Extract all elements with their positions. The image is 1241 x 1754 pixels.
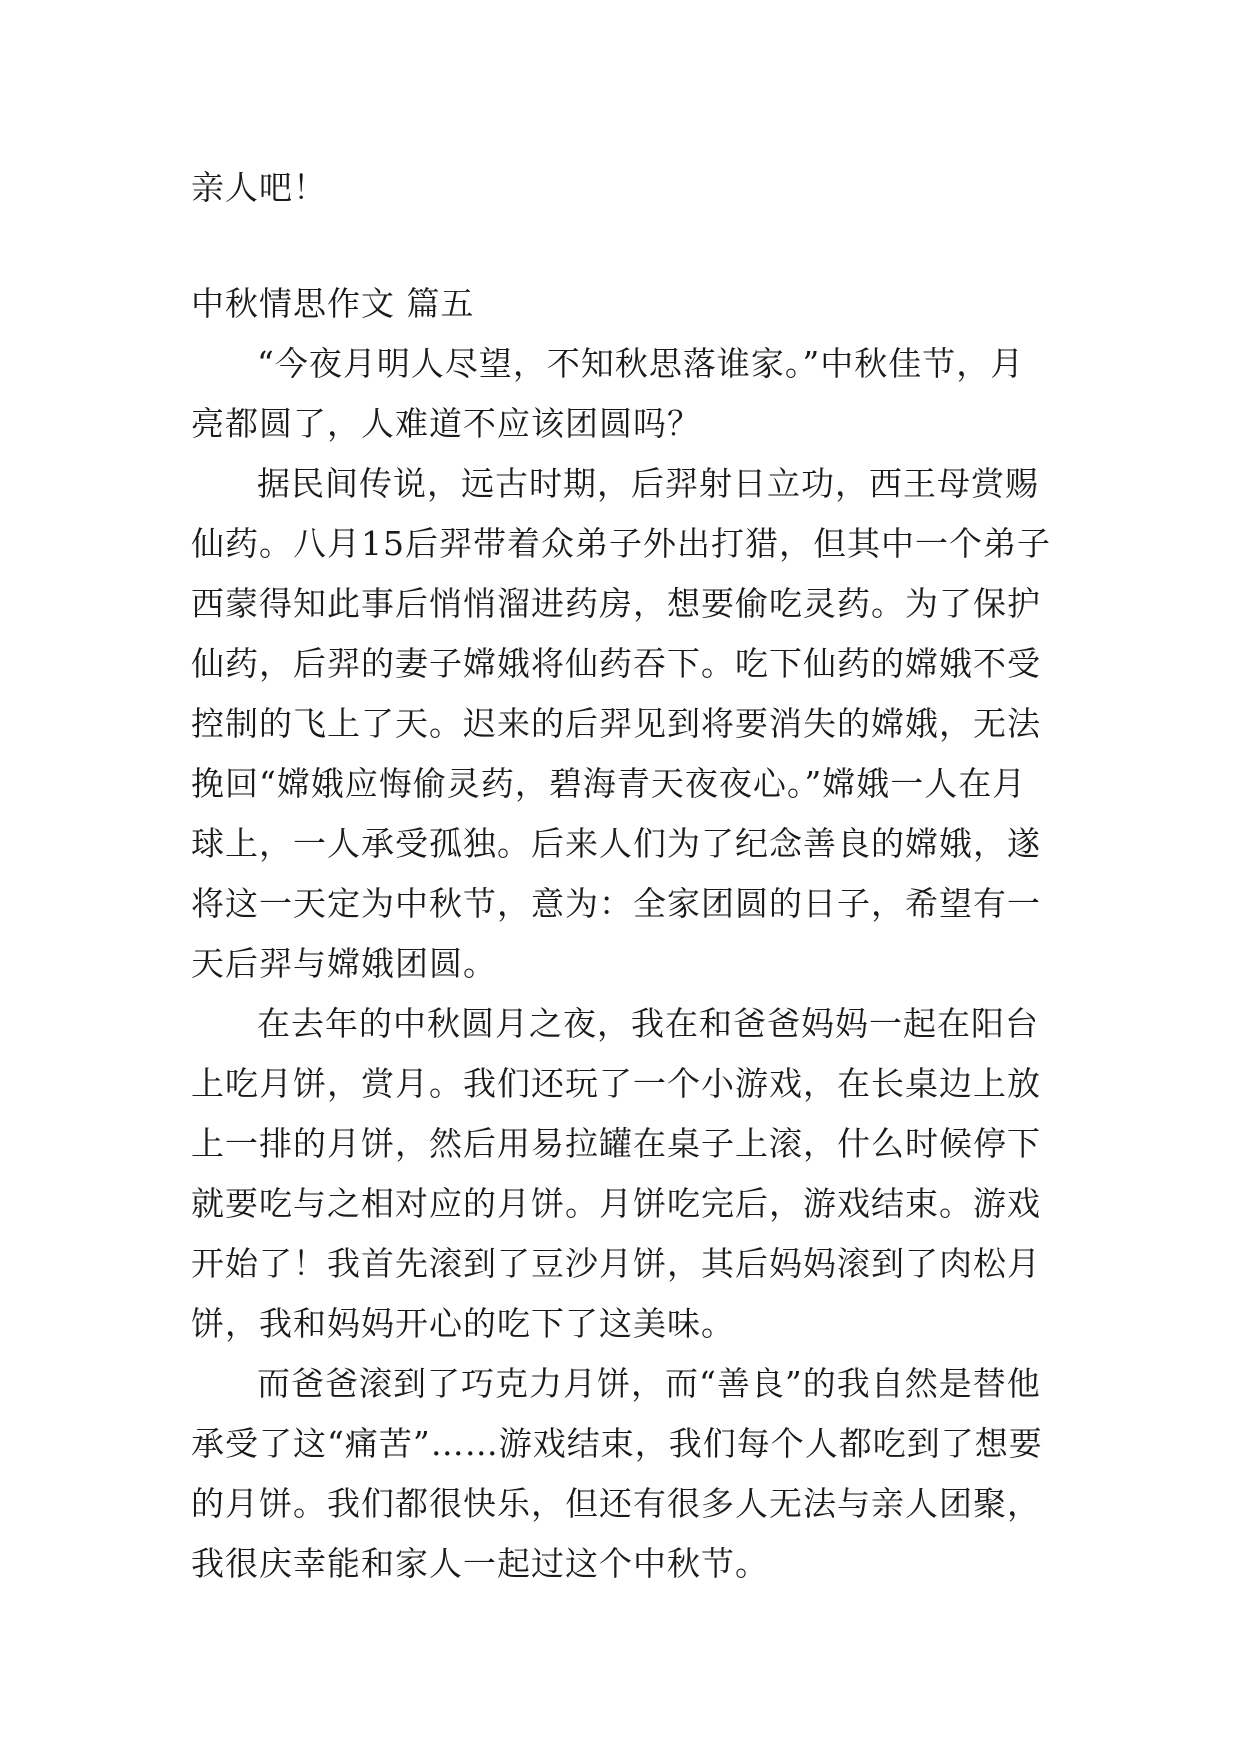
essay-body [191,334,1053,1594]
paragraph: 据民间传说，远古时期，后羿射日立功，西王母赏赐仙药。八月15后羿带着众弟子外出打猎，但其中一个弟子西蒙得知此事后悄悄溜进药房，想要偷吃灵药。为了保护仙药，后羿的妻子嫦娥将仙药吞下。吃下仙药的嫦娥不受控制的飞上了天。迟来的后羿见到将要消失的嫦娥，无法挽回“嫦娥应悔偷灵药，碧海青天夜夜心。”嫦娥一人在月球上，一人承受孤独。后来人们为了纪念善良的嫦娥，遂将这一天定为中秋节，意为：全家团圆的日子，希望有一天后羿与嫦娥团圆。 [191,464,1051,983]
section-heading: 中秋情思作文 篇五 [191,284,475,323]
paragraph: 而爸爸滚到了巧克力月饼，而“善良”的我自然是替他承受了这“痛苦”……游戏结束，我们每个人都吃到了想要的月饼。我们都很快乐，但还有很多人无法与亲人团聚，我很庆幸能和家人一起过这个中秋节。 [191,1364,1043,1583]
continued-text-fragment: 亲人吧！ [191,168,327,207]
paragraph: 在去年的中秋圆月之夜，我在和爸爸妈妈一起在阳台上吃月饼，赏月。我们还玩了一个小游戏，在长桌边上放上一排的月饼，然后用易拉罐在桌子上滚，什么时候停下就要吃与之相对应的月饼。月饼吃完后，游戏结束。游戏开始了！我首先滚到了豆沙月饼，其后妈妈滚到了肉松月饼，我和妈妈开心的吃下了这美味。 [191,1004,1041,1343]
paragraph: “今夜月明人尽望，不知秋思落谁家。”中秋佳节，月亮都圆了，人难道不应该团圆吗？ [191,344,1025,443]
